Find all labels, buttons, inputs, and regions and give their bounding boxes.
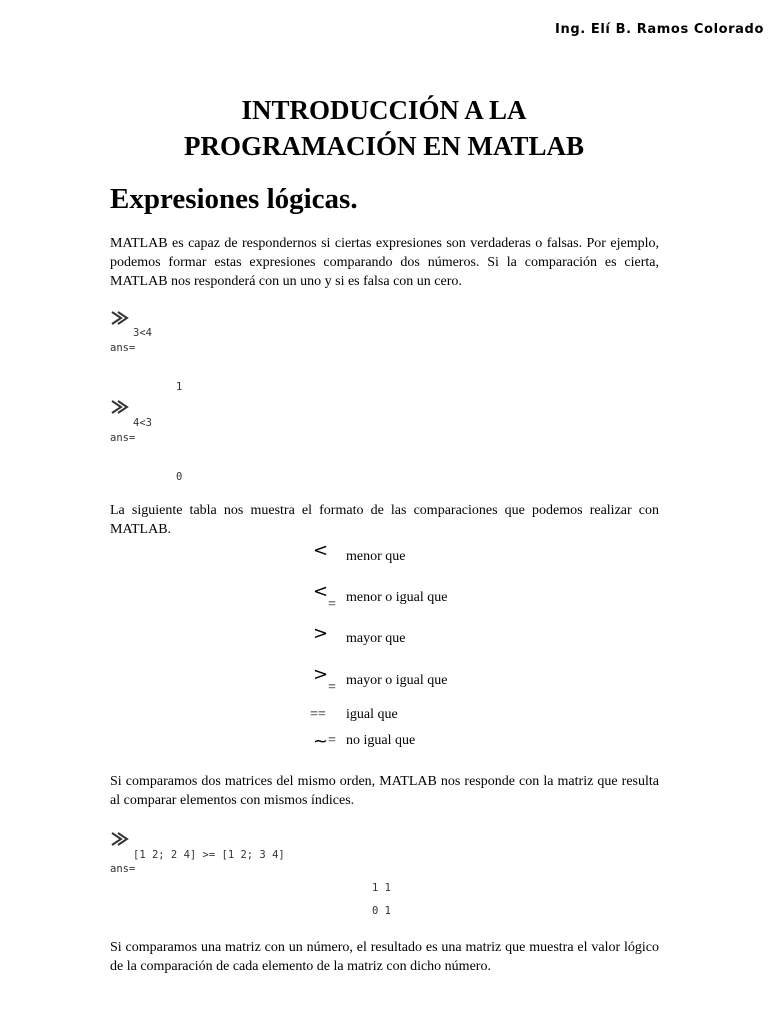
greater-than-symbol: > — [313, 623, 329, 644]
author-header: Ing. Elí B. Ramos Colorado — [555, 22, 764, 37]
main-title-line-1: INTRODUCCIÓN A LA — [241, 95, 527, 125]
example-2-ans-label: ans= — [110, 432, 136, 444]
operator-label: igual que — [346, 707, 398, 722]
operator-label: menor o igual que — [346, 590, 448, 605]
matrix-result-row-1: 1 1 — [372, 882, 391, 894]
operator-label: mayor que — [346, 631, 406, 646]
table-intro-paragraph: La siguiente tabla nos muestra el formato de las comparaciones que podemos realizar con MATLAB. — [110, 503, 659, 537]
section-heading: Expresiones lógicas. — [110, 183, 358, 215]
operator-label: mayor o igual que — [346, 673, 448, 688]
equals-subscript: = — [328, 597, 336, 612]
matlab-prompt-icon — [111, 311, 133, 325]
operator-label: no igual que — [346, 733, 416, 748]
example-1-ans-label: ans= — [110, 342, 136, 354]
greater-than-symbol: > — [313, 664, 329, 685]
main-title-line-2: PROGRAMACIÓN EN MATLAB — [184, 131, 584, 161]
equals-subscript: = — [328, 733, 336, 748]
tilde-symbol: ~ — [313, 731, 329, 752]
matrix-number-paragraph: Si comparamos una matriz con un número, el resultado es una matriz que muestra el valor lógico de la comparación de cada elemento de la matriz con dicho número. — [110, 940, 659, 974]
less-than-symbol: < — [313, 581, 329, 602]
operator-label: menor que — [346, 549, 406, 564]
matlab-prompt-icon — [111, 400, 133, 414]
matrix-example-ans-label: ans= — [110, 863, 136, 875]
example-1-command: 3<4 — [133, 327, 152, 339]
example-2-command: 4<3 — [133, 417, 152, 429]
intro-paragraph: MATLAB es capaz de respondernos si ciertas expresiones son verdaderas o falsas. Por ejemplo, podemos formar estas expresiones comparando dos números. Si la comparación es cierta, MATLAB nos responderá con un uno y si es falsa con un cero. — [110, 236, 659, 289]
example-2-result: 0 — [176, 471, 183, 483]
equals-subscript: = — [328, 680, 336, 695]
less-than-symbol: < — [313, 540, 329, 561]
example-1-result: 1 — [176, 381, 183, 393]
matrix-example-command: [1 2; 2 4] >= [1 2; 3 4] — [133, 849, 285, 861]
equality-symbol: == — [310, 707, 326, 722]
matrix-result-row-2: 0 1 — [372, 905, 391, 917]
matrices-paragraph: Si comparamos dos matrices del mismo orden, MATLAB nos responde con la matriz que resulta al comparar elementos con mismos índices. — [110, 774, 659, 808]
main-title — [110, 92, 658, 164]
matlab-prompt-icon — [111, 832, 133, 846]
